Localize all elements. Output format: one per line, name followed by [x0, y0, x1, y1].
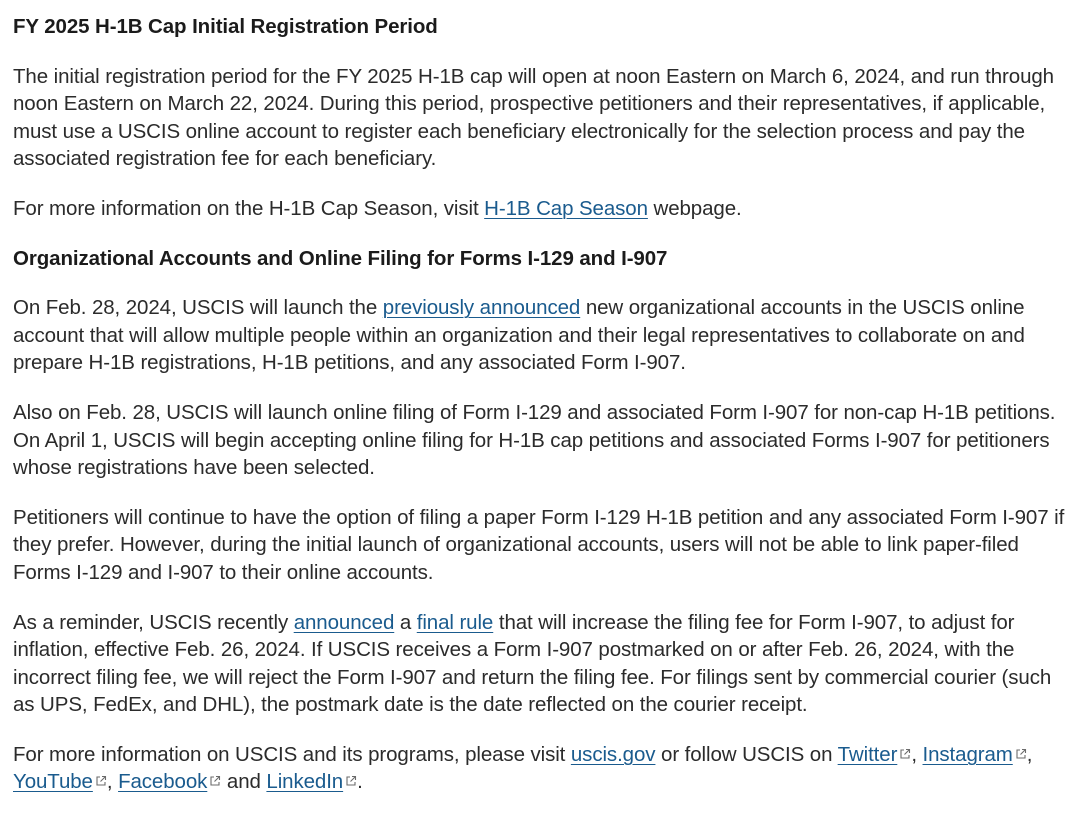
paragraph-organizational-accounts	[13, 294, 1072, 377]
paragraph-fee-reminder	[13, 609, 1072, 719]
text-and: and	[221, 770, 267, 794]
text-fee-before: As a reminder, USCIS recently	[13, 610, 294, 634]
link-announced[interactable]: announced	[293, 610, 395, 634]
text-fee-mid: a	[394, 610, 417, 634]
external-link-icon	[345, 775, 357, 787]
external-link-icon	[1015, 748, 1027, 760]
text-org-before: On Feb. 28, 2024, USCIS will launch the	[13, 296, 383, 320]
external-link-icon	[209, 775, 221, 787]
paragraph-social-links	[13, 741, 1072, 796]
paragraph-cap-season-info	[13, 195, 1072, 223]
link-twitter-label: Twitter	[837, 742, 898, 766]
link-instagram[interactable]	[923, 743, 1027, 766]
link-linkedin-label: LinkedIn	[266, 770, 344, 794]
external-link-icon	[95, 775, 107, 787]
text-org-after: new organizational accounts in the USCIS online account that will allow multiple people within an organization and their legal representatives to collaborate on and prepare H-1B registrations, H-1B petitions, and any associated Form I-907.	[13, 296, 1025, 375]
link-twitter[interactable]	[838, 743, 912, 766]
text-sep-1: ,	[911, 742, 923, 766]
link-previously-announced[interactable]: previously announced	[382, 296, 581, 320]
link-facebook-label: Facebook	[118, 770, 208, 794]
link-youtube[interactable]	[13, 770, 107, 793]
paragraph-paper-filing: Petitioners will continue to have the option of filing a paper Form I-129 H-1B petition and any associated Form I-907 if they prefer. However, during the initial launch of organizational accounts, users will not be able to link paper-filed Forms I-129 and I-907 to their online accounts.	[13, 505, 1065, 584]
text-cap-season-before: For more information on the H-1B Cap Season, visit	[13, 196, 485, 220]
paragraph-registration-details: The initial registration period for the FY 2025 H-1B cap will open at noon Eastern on March 6, 2024, and run through noon Eastern on March 22, 2024. During this period, prospective petitioners and their representatives, if applicable, must use a USCIS online account to register each beneficiary electronically for the selection process and pay the associated registration fee for each beneficiary.	[13, 64, 1054, 171]
text-fee-after: that will increase the filing fee for Form I-907, to adjust for inflation, effective Feb. 26, 2024. If USCIS receives a Form I-907 postmarked on or after Feb. 26, 2024, with the incorrect filing fee, we will reject the Form I-907 and return the filing fee. For filings sent by commercial courier (such as UPS, FedEx, and DHL), the postmark date is the date reflected on the courier receipt.	[13, 610, 1052, 717]
text-cap-season-after: webpage.	[647, 196, 742, 220]
external-link-icon	[899, 748, 911, 760]
text-footer-follow: or follow USCIS on	[655, 742, 838, 766]
link-h1b-cap-season[interactable]: H-1B Cap Season	[484, 196, 648, 220]
text-end: .	[357, 770, 363, 794]
link-linkedin[interactable]	[266, 770, 357, 793]
heading-organizational-accounts: Organizational Accounts and Online Filing for Forms I-129 and I-907	[13, 246, 668, 270]
text-sep-2: ,	[1026, 742, 1033, 766]
link-facebook[interactable]	[118, 770, 221, 793]
link-final-rule[interactable]: final rule	[416, 610, 494, 634]
heading-registration-period: FY 2025 H-1B Cap Initial Registration Period	[13, 15, 438, 38]
paragraph-online-filing: Also on Feb. 28, USCIS will launch online filing of Form I-129 and associated Form I-907 for non-cap H-1B petitions. On April 1, USCIS will begin accepting online filing for H-1B cap petitions and associated Forms I-907 for petitioners whose registrations have been selected.	[13, 400, 1056, 480]
link-uscis-gov[interactable]: uscis.gov	[570, 742, 656, 766]
link-youtube-label: YouTube	[13, 770, 93, 794]
link-instagram-label: Instagram	[922, 742, 1013, 766]
text-sep-3: ,	[106, 770, 119, 794]
text-footer-before: For more information on USCIS and its programs, please visit	[13, 742, 571, 766]
